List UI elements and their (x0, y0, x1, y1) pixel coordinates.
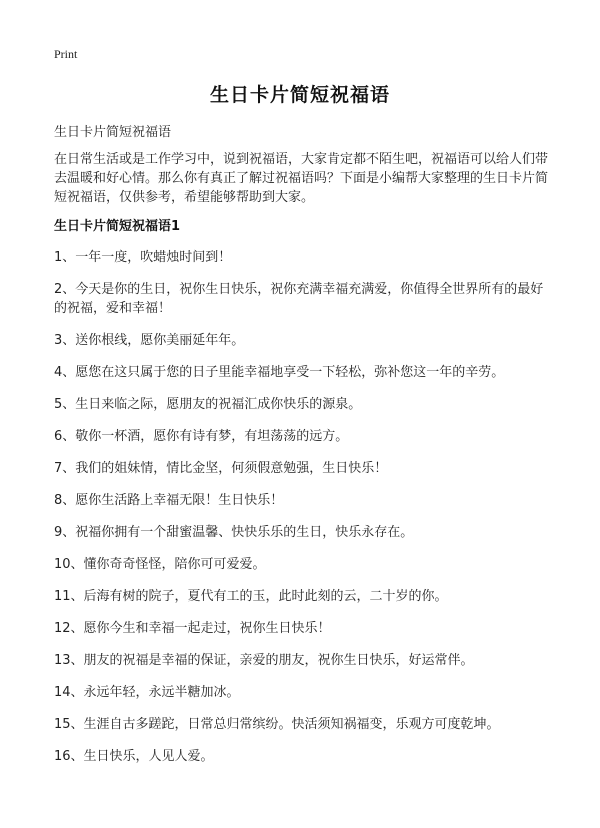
section-heading: 生日卡片简短祝福语1 (54, 219, 181, 234)
list-item: 4、愿您在这只属于您的日子里能幸福地享受一下轻松，弥补您这一年的辛劳。 (54, 365, 505, 380)
list-item: 9、祝福你拥有一个甜蜜温馨、快快乐乐的生日，快乐永存在。 (54, 525, 414, 540)
list-item: 6、敬你一杯酒，愿你有诗有梦，有坦荡荡的远方。 (54, 429, 349, 444)
print-link[interactable]: Print (54, 47, 78, 61)
list-item: 16、生日快乐，人见人爱。 (54, 749, 214, 764)
list-item: 5、生日来临之际，愿朋友的祝福汇成你快乐的源泉。 (54, 397, 362, 412)
list-item: 3、送你根线，愿你美丽延年年。 (54, 333, 245, 348)
list-item: 10、懂你奇奇怪怪，陪你可可爱爱。 (54, 557, 266, 572)
list-item: 8、愿你生活路上幸福无限！生日快乐！ (54, 493, 284, 508)
document-subtitle: 生日卡片简短祝福语 (54, 125, 172, 140)
list-item: 11、后海有树的院子，夏代有工的玉，此时此刻的云，二十岁的你。 (54, 589, 448, 604)
list-item: 13、朋友的祝福是幸福的保证，亲爱的朋友，祝你生日快乐，好运常伴。 (54, 653, 474, 668)
wishes-list (54, 248, 554, 779)
list-item: 12、愿你今生和幸福一起走过，祝你生日快乐！ (54, 621, 331, 636)
list-item: 7、我们的姐妹情，情比金坚，何须假意勉强，生日快乐！ (54, 461, 388, 476)
list-item: 2、今天是你的生日，祝你生日快乐，祝你充满幸福充满爱，你值得全世界所有的最好的祝福，爱和幸福！ (54, 282, 544, 316)
list-item: 15、生涯自古多蹉跎，日常总归常缤纷。快活须知祸福变，乐观方可度乾坤。 (54, 717, 500, 732)
document-title: 生日卡片简短祝福语 (209, 84, 390, 106)
list-item: 14、永远年轻，永远半糖加冰。 (54, 685, 240, 700)
intro-paragraph: 在日常生活或是工作学习中，说到祝福语，大家肯定都不陌生吧，祝福语可以给人们带去温暖和好心情。那么你有真正了解过祝福语吗？下面是小编帮大家整理的生日卡片简短祝福语，仅供参考，希望能够帮助到大家。 (54, 152, 549, 205)
list-item: 1、一年一度，吹蜡烛时间到！ (54, 250, 232, 265)
